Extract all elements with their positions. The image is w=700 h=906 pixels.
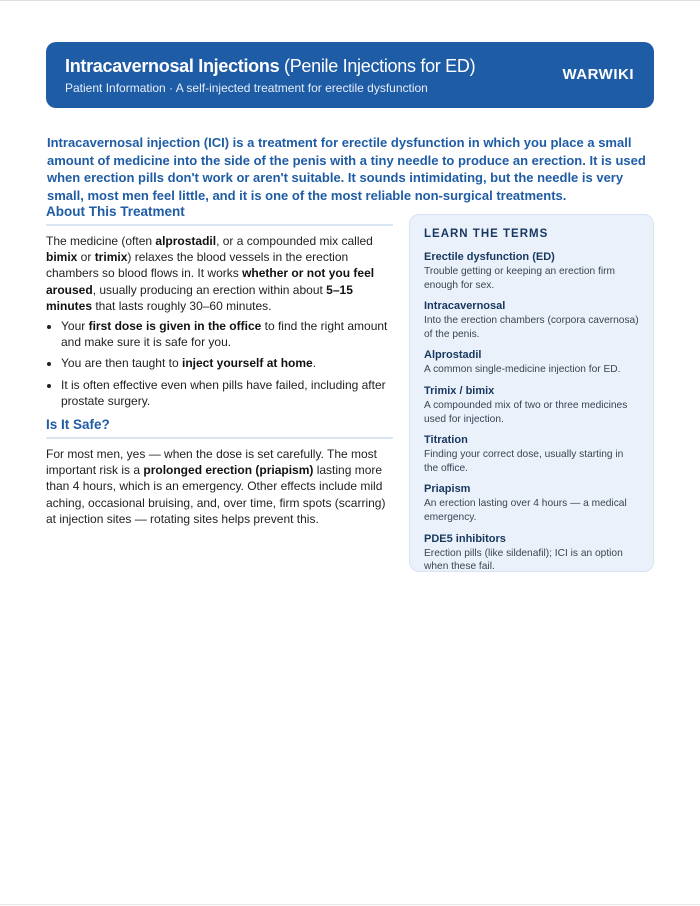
glossary-item	[424, 532, 639, 574]
glossary-item	[424, 299, 639, 341]
about-paragraph	[46, 233, 393, 314]
term-name: Priapism	[424, 483, 471, 496]
term-definition: Trouble getting or keeping an erection firm enough for sex.	[424, 266, 616, 291]
glossary-item	[424, 384, 639, 426]
text-span: or	[77, 250, 95, 265]
text-span: .	[312, 356, 317, 371]
term-definition: A common single-medicine injection for ED.	[424, 364, 621, 376]
bottom-divider	[0, 904, 700, 905]
safety-paragraph	[46, 446, 393, 527]
text-span: It is often effective even when pills have failed, including after prostate surgery.	[61, 377, 386, 408]
glossary-item	[424, 348, 639, 377]
term-definition: An erection lasting over 4 hours — a medical emergency.	[424, 498, 627, 523]
term-definition: Finding your correct dose, usually starting in the office.	[424, 449, 624, 474]
bold-term: trimix	[94, 250, 128, 265]
text-span: lasting more than 4 hours, which is an emergency. Other effects include mild aching, occasional bruising, and, over time, firm spots (scarring) at injection sites — rotating sites helps prevent this.	[46, 463, 386, 526]
term-name: Titration	[424, 434, 468, 447]
text-span: For most men, yes — when the dose is set carefully. The most important risk is a	[46, 447, 378, 478]
main-column	[46, 204, 393, 527]
bold-term: first dose is given in the office	[88, 319, 262, 334]
bold-term: alprostadil	[155, 234, 217, 248]
term-name: Intracavernosal	[424, 300, 506, 313]
glossary-title: LEARN THE TERMS	[424, 228, 549, 240]
text-span: Your	[61, 319, 89, 334]
intro-paragraph: Intracavernosal injection (ICI) is a treatment for erectile dysfunction in which you place a small amount of medicine into the side of the penis with a tiny needle to produce an erection. It is used when erection pills don't work or aren't suitable. It sounds intimidating, but the needle is very small, most men feel little, and it is one of the most reliable non-surgical treatments.	[47, 135, 646, 203]
banner-subtitle: Patient Information · A self-injected treatment for erectile dysfunction	[65, 81, 428, 95]
term-definition: A compounded mix of two or three medicines used for injection.	[424, 399, 628, 425]
safety-heading: Is It Safe?	[46, 417, 393, 439]
text-span: ) relaxes the blood vessels in the erection chambers so blood flows in. It works	[46, 250, 349, 281]
term-name: Trimix / bimix	[424, 384, 495, 397]
bold-term: bimix	[46, 250, 78, 265]
term-name: Erectile dysfunction (ED)	[424, 251, 555, 263]
title-main: Intracavernosal Injections	[65, 56, 280, 76]
title-subtitle: (Penile Injections for ED)	[284, 56, 476, 76]
text-span: that lasts roughly 30–60 minutes.	[92, 298, 272, 313]
term-definition: Into the erection chambers (corpora cavernosa) of the penis.	[424, 315, 639, 340]
bold-term: whether or not you feel aroused	[46, 266, 375, 297]
term-name: PDE5 inhibitors	[424, 532, 506, 545]
top-divider	[0, 0, 700, 1]
list-item	[61, 377, 393, 409]
list-item	[61, 318, 393, 350]
about-bullet-list	[46, 318, 393, 409]
term-name: Alprostadil	[424, 349, 482, 362]
bold-term: inject yourself at home	[182, 356, 313, 371]
glossary-item	[424, 433, 639, 475]
glossary-box	[409, 214, 654, 572]
text-span: You are then taught to	[61, 356, 182, 371]
about-heading: About This Treatment	[46, 204, 393, 226]
term-definition: Erection pills (like sildenafil); ICI is an option when these fail.	[424, 547, 623, 573]
page-title	[65, 55, 635, 77]
text-span: , usually producing an erection within about	[92, 282, 327, 297]
glossary-item	[424, 482, 639, 524]
bold-term: 5–15 minutes	[46, 282, 353, 313]
list-item	[61, 355, 393, 371]
header-banner	[46, 42, 654, 108]
bold-term: prolonged erection (priapism)	[143, 463, 314, 478]
text-span: The medicine (often	[46, 234, 156, 248]
glossary-item	[424, 250, 639, 292]
text-span: , or a compounded mix called	[216, 234, 373, 248]
brand-logo: WARWIKI	[562, 66, 634, 83]
text-span: to find the right amount and make sure it is safe for you.	[61, 319, 388, 350]
